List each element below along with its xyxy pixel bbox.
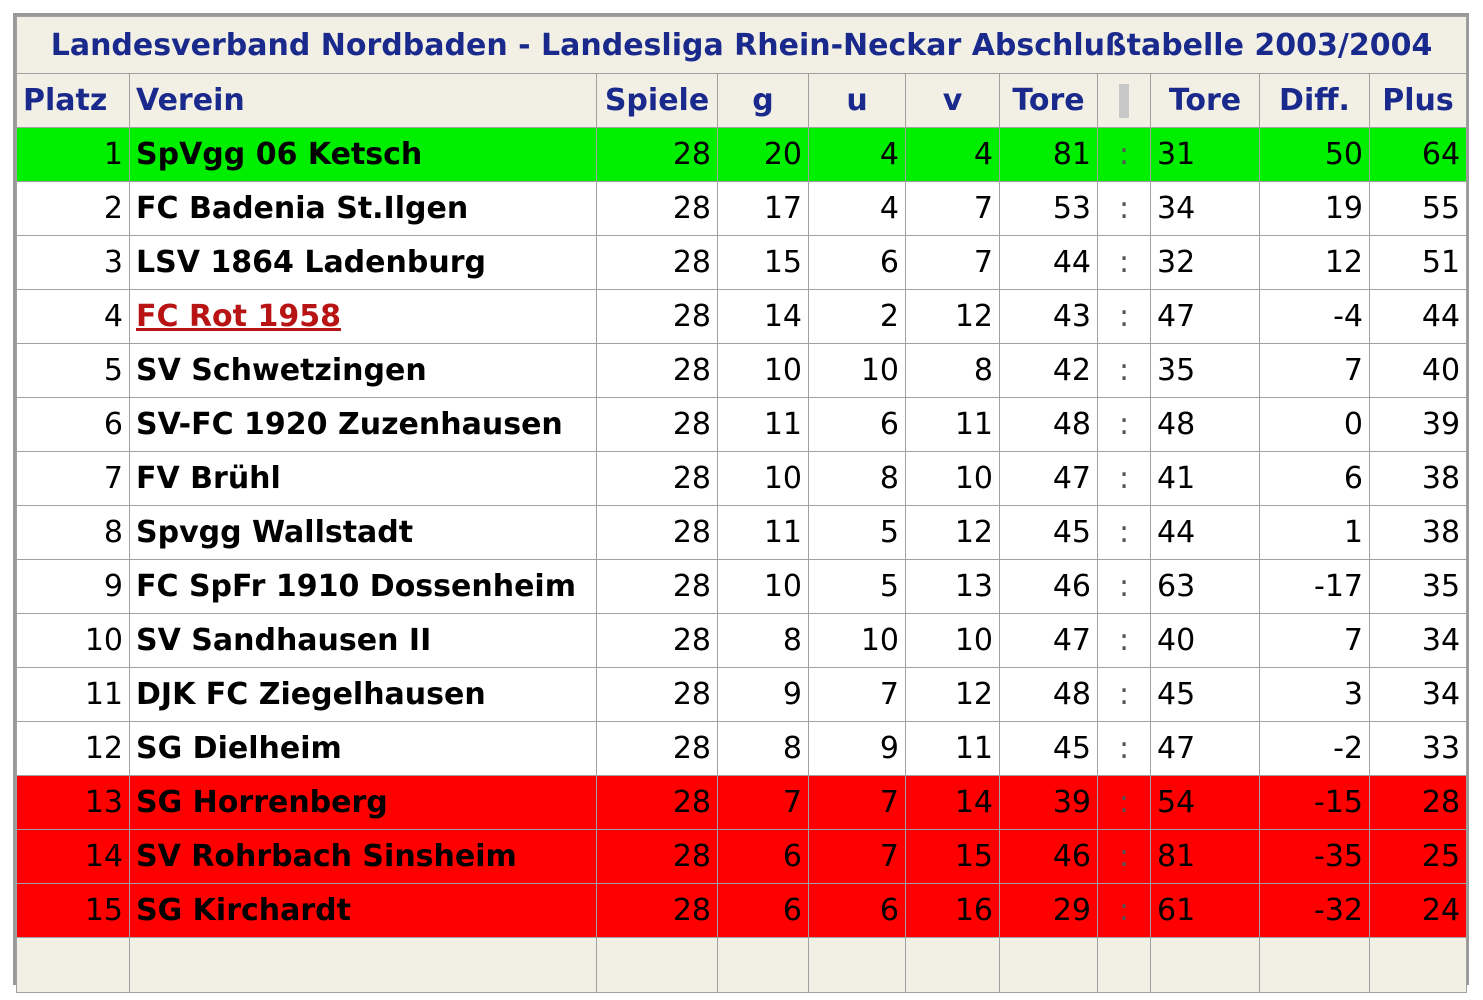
g-cell: 8	[718, 614, 809, 668]
colon-cell: :	[1098, 776, 1151, 830]
diff-cell: -32	[1260, 884, 1370, 938]
spiele-cell: 28	[597, 614, 718, 668]
verein-cell: Spvgg Wallstadt	[130, 506, 597, 560]
title-row	[17, 17, 1467, 74]
u-cell: 7	[809, 668, 906, 722]
plus-cell: 33	[1370, 722, 1467, 776]
tore-for-cell: 48	[1000, 668, 1098, 722]
v-cell: 4	[906, 128, 1000, 182]
verein-cell: SG Horrenberg	[130, 776, 597, 830]
header-g: g	[718, 74, 809, 128]
platz-cell: 3	[17, 236, 130, 290]
tore-for-cell: 45	[1000, 722, 1098, 776]
footer-cell	[906, 938, 1000, 993]
spiele-cell: 28	[597, 290, 718, 344]
diff-cell: -35	[1260, 830, 1370, 884]
verein-cell	[130, 290, 597, 344]
verein-cell: DJK FC Ziegelhausen	[130, 668, 597, 722]
spiele-cell: 28	[597, 560, 718, 614]
g-cell: 10	[718, 344, 809, 398]
table-row	[17, 452, 1467, 506]
plus-cell: 24	[1370, 884, 1467, 938]
g-cell: 17	[718, 182, 809, 236]
table-row	[17, 506, 1467, 560]
colon-cell: :	[1098, 128, 1151, 182]
colon-cell: :	[1098, 344, 1151, 398]
g-cell: 11	[718, 506, 809, 560]
spiele-cell: 28	[597, 830, 718, 884]
u-cell: 8	[809, 452, 906, 506]
table-row	[17, 236, 1467, 290]
diff-cell: 3	[1260, 668, 1370, 722]
u-cell: 5	[809, 506, 906, 560]
table-row	[17, 398, 1467, 452]
platz-cell: 5	[17, 344, 130, 398]
footer-cell	[17, 938, 130, 993]
separator-bar-icon	[1119, 84, 1129, 118]
colon-cell: :	[1098, 290, 1151, 344]
verein-cell: FC SpFr 1910 Dossenheim	[130, 560, 597, 614]
plus-cell: 38	[1370, 506, 1467, 560]
u-cell: 2	[809, 290, 906, 344]
standings-body	[17, 128, 1467, 938]
diff-cell: 6	[1260, 452, 1370, 506]
footer-cell	[130, 938, 597, 993]
v-cell: 12	[906, 506, 1000, 560]
table-row	[17, 776, 1467, 830]
spiele-cell: 28	[597, 722, 718, 776]
tore-against-cell: 48	[1151, 398, 1260, 452]
colon-cell: :	[1098, 560, 1151, 614]
spiele-cell: 28	[597, 344, 718, 398]
platz-cell: 4	[17, 290, 130, 344]
verein-cell: SV Schwetzingen	[130, 344, 597, 398]
tore-for-cell: 48	[1000, 398, 1098, 452]
diff-cell: 7	[1260, 344, 1370, 398]
platz-cell: 9	[17, 560, 130, 614]
footer-cell	[1000, 938, 1098, 993]
spiele-cell: 28	[597, 506, 718, 560]
v-cell: 15	[906, 830, 1000, 884]
spiele-cell: 28	[597, 452, 718, 506]
table-row	[17, 344, 1467, 398]
g-cell: 15	[718, 236, 809, 290]
header-u: u	[809, 74, 906, 128]
footer-row	[17, 938, 1467, 993]
tore-for-cell: 81	[1000, 128, 1098, 182]
plus-cell: 51	[1370, 236, 1467, 290]
table-row	[17, 668, 1467, 722]
platz-cell: 10	[17, 614, 130, 668]
header-diff: Diff.	[1260, 74, 1370, 128]
tore-for-cell: 46	[1000, 830, 1098, 884]
u-cell: 5	[809, 560, 906, 614]
colon-cell: :	[1098, 398, 1151, 452]
tore-for-cell: 42	[1000, 344, 1098, 398]
tore-against-cell: 47	[1151, 290, 1260, 344]
verein-cell: SV-FC 1920 Zuzenhausen	[130, 398, 597, 452]
g-cell: 8	[718, 722, 809, 776]
standings-table	[16, 16, 1467, 993]
tore-for-cell: 47	[1000, 452, 1098, 506]
plus-cell: 39	[1370, 398, 1467, 452]
verein-cell: SG Dielheim	[130, 722, 597, 776]
g-cell: 9	[718, 668, 809, 722]
platz-cell: 7	[17, 452, 130, 506]
header-verein: Verein	[130, 74, 597, 128]
verein-cell: SG Kirchardt	[130, 884, 597, 938]
platz-cell: 14	[17, 830, 130, 884]
v-cell: 13	[906, 560, 1000, 614]
table-row	[17, 560, 1467, 614]
u-cell: 10	[809, 344, 906, 398]
spiele-cell: 28	[597, 182, 718, 236]
spiele-cell: 28	[597, 668, 718, 722]
platz-cell: 12	[17, 722, 130, 776]
footer-cell	[1151, 938, 1260, 993]
footer-cell	[1098, 938, 1151, 993]
header-v: v	[906, 74, 1000, 128]
tore-against-cell: 31	[1151, 128, 1260, 182]
platz-cell: 8	[17, 506, 130, 560]
tore-against-cell: 32	[1151, 236, 1260, 290]
header-separator	[1098, 74, 1151, 128]
tore-for-cell: 45	[1000, 506, 1098, 560]
v-cell: 12	[906, 290, 1000, 344]
table-row	[17, 884, 1467, 938]
platz-cell: 13	[17, 776, 130, 830]
table-row	[17, 830, 1467, 884]
g-cell: 6	[718, 884, 809, 938]
plus-cell: 25	[1370, 830, 1467, 884]
colon-cell: :	[1098, 506, 1151, 560]
diff-cell: -15	[1260, 776, 1370, 830]
verein-cell: SpVgg 06 Ketsch	[130, 128, 597, 182]
diff-cell: -17	[1260, 560, 1370, 614]
platz-cell: 2	[17, 182, 130, 236]
colon-cell: :	[1098, 884, 1151, 938]
footer-cell	[597, 938, 718, 993]
plus-cell: 64	[1370, 128, 1467, 182]
v-cell: 10	[906, 452, 1000, 506]
tore-against-cell: 47	[1151, 722, 1260, 776]
table-row	[17, 128, 1467, 182]
verein-cell: LSV 1864 Ladenburg	[130, 236, 597, 290]
u-cell: 6	[809, 884, 906, 938]
header-row	[17, 74, 1467, 128]
tore-against-cell: 34	[1151, 182, 1260, 236]
g-cell: 20	[718, 128, 809, 182]
diff-cell: 12	[1260, 236, 1370, 290]
spiele-cell: 28	[597, 398, 718, 452]
header-tore-for: Tore	[1000, 74, 1098, 128]
header-plus: Plus	[1370, 74, 1467, 128]
u-cell: 7	[809, 776, 906, 830]
verein-cell: SV Rohrbach Sinsheim	[130, 830, 597, 884]
spiele-cell: 28	[597, 236, 718, 290]
colon-cell: :	[1098, 668, 1151, 722]
v-cell: 7	[906, 236, 1000, 290]
table-row	[17, 290, 1467, 344]
tore-for-cell: 47	[1000, 614, 1098, 668]
table-title: Landesverband Nordbaden - Landesliga Rhein-Neckar Abschlußtabelle 2003/2004	[17, 17, 1467, 74]
tore-for-cell: 43	[1000, 290, 1098, 344]
plus-cell: 34	[1370, 614, 1467, 668]
table-row	[17, 182, 1467, 236]
table-row	[17, 722, 1467, 776]
footer-cell	[809, 938, 906, 993]
spiele-cell: 28	[597, 884, 718, 938]
diff-cell: 19	[1260, 182, 1370, 236]
platz-cell: 15	[17, 884, 130, 938]
plus-cell: 44	[1370, 290, 1467, 344]
u-cell: 10	[809, 614, 906, 668]
tore-against-cell: 40	[1151, 614, 1260, 668]
plus-cell: 28	[1370, 776, 1467, 830]
plus-cell: 35	[1370, 560, 1467, 614]
plus-cell: 55	[1370, 182, 1467, 236]
tore-for-cell: 29	[1000, 884, 1098, 938]
u-cell: 6	[809, 398, 906, 452]
diff-cell: -4	[1260, 290, 1370, 344]
spiele-cell: 28	[597, 128, 718, 182]
footer-cell	[1260, 938, 1370, 993]
platz-cell: 6	[17, 398, 130, 452]
u-cell: 6	[809, 236, 906, 290]
tore-for-cell: 46	[1000, 560, 1098, 614]
spiele-cell: 28	[597, 776, 718, 830]
diff-cell: -2	[1260, 722, 1370, 776]
tore-for-cell: 44	[1000, 236, 1098, 290]
plus-cell: 40	[1370, 344, 1467, 398]
tore-against-cell: 63	[1151, 560, 1260, 614]
header-spiele: Spiele	[597, 74, 718, 128]
u-cell: 4	[809, 128, 906, 182]
g-cell: 11	[718, 398, 809, 452]
g-cell: 7	[718, 776, 809, 830]
u-cell: 4	[809, 182, 906, 236]
plus-cell: 34	[1370, 668, 1467, 722]
v-cell: 11	[906, 398, 1000, 452]
tore-against-cell: 44	[1151, 506, 1260, 560]
v-cell: 12	[906, 668, 1000, 722]
footer-cell	[718, 938, 809, 993]
colon-cell: :	[1098, 830, 1151, 884]
g-cell: 14	[718, 290, 809, 344]
diff-cell: 50	[1260, 128, 1370, 182]
colon-cell: :	[1098, 236, 1151, 290]
v-cell: 7	[906, 182, 1000, 236]
tore-against-cell: 35	[1151, 344, 1260, 398]
g-cell: 10	[718, 452, 809, 506]
club-link[interactable]: FC Rot 1958	[136, 299, 341, 334]
diff-cell: 1	[1260, 506, 1370, 560]
standings-frame	[13, 13, 1469, 985]
tore-against-cell: 45	[1151, 668, 1260, 722]
v-cell: 11	[906, 722, 1000, 776]
tore-against-cell: 41	[1151, 452, 1260, 506]
platz-cell: 11	[17, 668, 130, 722]
tore-for-cell: 53	[1000, 182, 1098, 236]
footer-cell	[1370, 938, 1467, 993]
diff-cell: 7	[1260, 614, 1370, 668]
table-row	[17, 614, 1467, 668]
tore-against-cell: 61	[1151, 884, 1260, 938]
v-cell: 8	[906, 344, 1000, 398]
v-cell: 10	[906, 614, 1000, 668]
header-tore-against: Tore	[1151, 74, 1260, 128]
verein-cell: FV Brühl	[130, 452, 597, 506]
tore-for-cell: 39	[1000, 776, 1098, 830]
colon-cell: :	[1098, 614, 1151, 668]
header-platz: Platz	[17, 74, 130, 128]
plus-cell: 38	[1370, 452, 1467, 506]
colon-cell: :	[1098, 722, 1151, 776]
diff-cell: 0	[1260, 398, 1370, 452]
v-cell: 14	[906, 776, 1000, 830]
tore-against-cell: 54	[1151, 776, 1260, 830]
colon-cell: :	[1098, 452, 1151, 506]
colon-cell: :	[1098, 182, 1151, 236]
v-cell: 16	[906, 884, 1000, 938]
verein-cell: SV Sandhausen II	[130, 614, 597, 668]
u-cell: 7	[809, 830, 906, 884]
g-cell: 6	[718, 830, 809, 884]
u-cell: 9	[809, 722, 906, 776]
g-cell: 10	[718, 560, 809, 614]
platz-cell: 1	[17, 128, 130, 182]
tore-against-cell: 81	[1151, 830, 1260, 884]
verein-cell: FC Badenia St.Ilgen	[130, 182, 597, 236]
